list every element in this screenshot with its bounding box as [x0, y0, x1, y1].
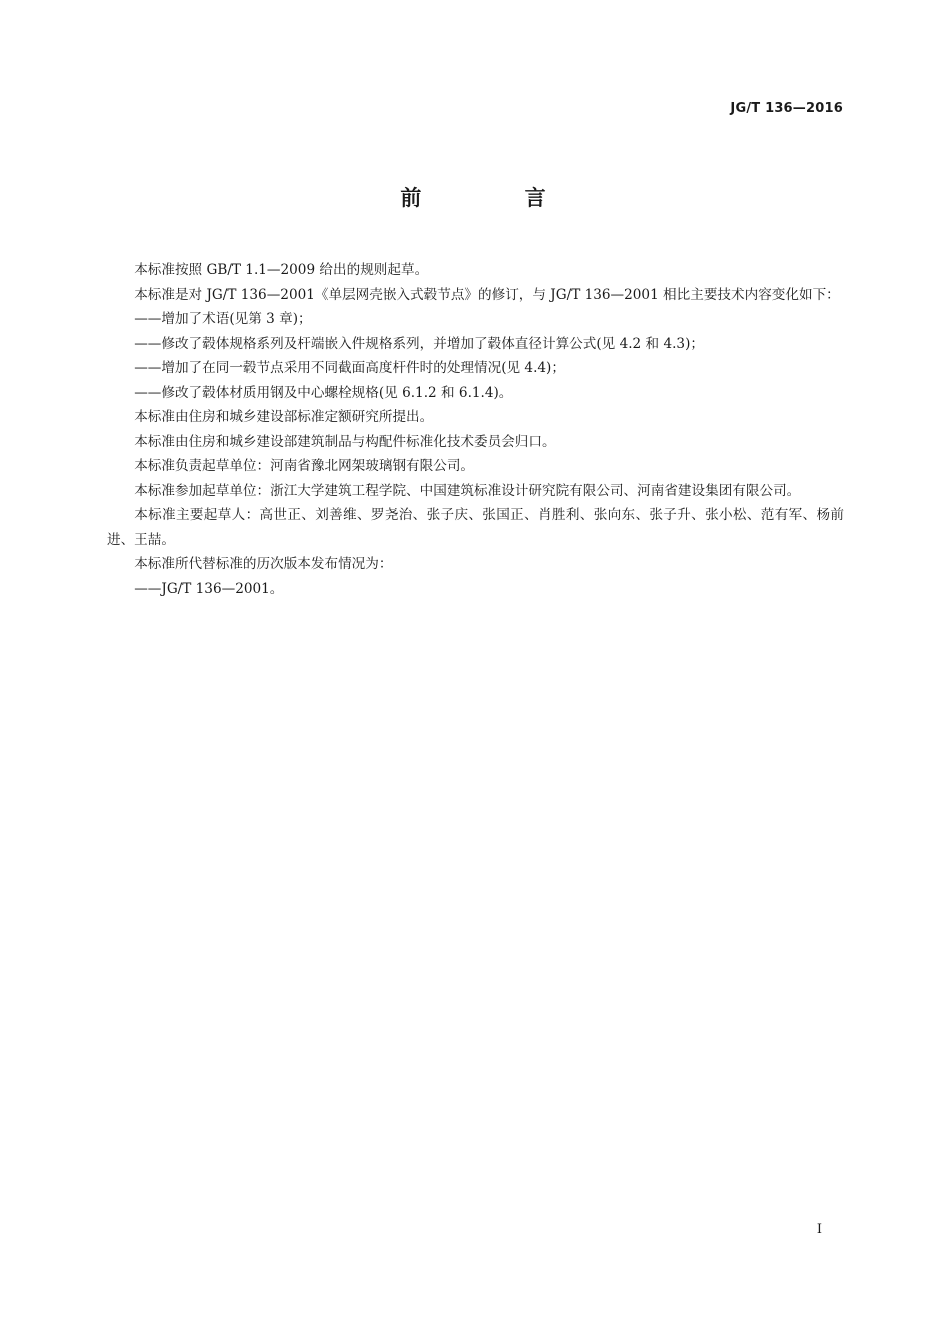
paragraph-lead-drafter: 本标准负责起草单位：河南省豫北网架玻璃钢有限公司。 — [134, 458, 475, 474]
page-title: 前 言 — [400, 186, 594, 210]
paragraph-committee: 本标准由住房和城乡建设部建筑制品与构配件标准化技术委员会归口。 — [134, 433, 556, 450]
list-item-change: ——增加了术语(见第 3 章)； — [134, 311, 312, 327]
list-item-change: ——修改了毂体材质用钢及中心螺栓规格(见 6.1.2 和 6.1.4)。 — [134, 384, 513, 401]
paragraph-participating-drafters: 本标准参加起草单位：浙江大学建筑工程学院、中国建筑标准设计研究院有限公司、河南省建设集团有限公司。 — [134, 482, 801, 499]
document-body — [107, 258, 844, 601]
paragraph-drafting-rules: 本标准按照 GB/T 1.1—2009 给出的规则起草。 — [134, 262, 429, 278]
list-item-change: ——增加了在同一毂节点采用不同截面高度杆件时的处理情况(见 4.4)； — [134, 360, 565, 376]
paragraph-revision-summary: 本标准是对 JG/T 136—2001《单层网壳嵌入式毂节点》的修订，与 JG/T 136—2001 相比主要技术内容变化如下： — [134, 286, 840, 303]
paragraph-main-drafters: 本标准主要起草人：高世正、刘善维、罗尧治、张子庆、张国正、肖胜利、张向东、张子升、张小松、范有军、杨前进、王喆。 — [107, 507, 844, 548]
paragraph-replaced-versions: 本标准所代替标准的历次版本发布情况为： — [134, 556, 393, 572]
list-item-previous-version: ——JG/T 136—2001。 — [134, 580, 284, 597]
page-number: I — [816, 1222, 822, 1237]
list-item-change: ——修改了毂体规格系列及杆端嵌入件规格系列，并增加了毂体直径计算公式(见 4.2 和 4.3)； — [134, 335, 704, 352]
standard-code: JG/T 136—2016 — [730, 101, 843, 116]
paragraph-proposer: 本标准由住房和城乡建设部标准定额研究所提出。 — [134, 409, 434, 425]
